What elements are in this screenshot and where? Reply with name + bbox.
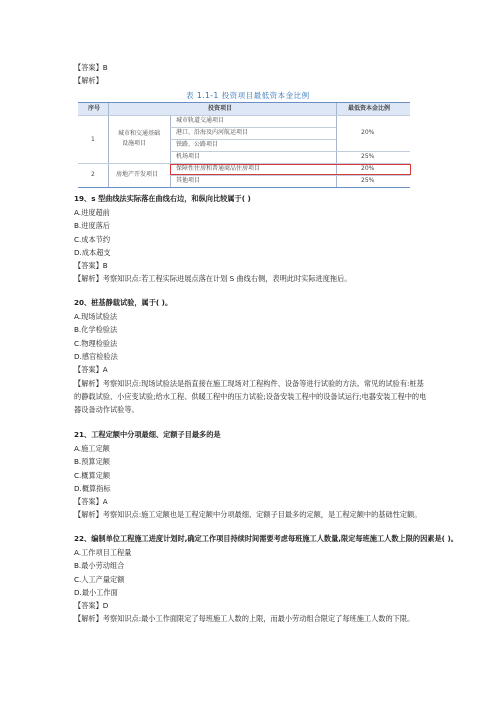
answer-label: 【答案】D — [74, 601, 109, 610]
row2-ratio: 20% — [361, 165, 375, 172]
option: A.施工定额 — [74, 444, 110, 453]
analysis-label: 【解析】 — [74, 76, 103, 85]
row-divider — [170, 175, 410, 176]
explanation: 【解析】考察知识点:施工定额也是工程定额中分项最细、定额子目最多的定额，是工程定额中的基础性定额。 — [74, 510, 422, 519]
explanation: 【解析】考察知识点:最小工作面限定了每班施工人数的上限，而最小劳动组合限定了每班施工人数的下限。 — [74, 614, 415, 623]
row1-no: 1 — [91, 136, 95, 143]
row2-ratio: 25% — [361, 177, 375, 184]
option: A.工作项目工程量 — [74, 548, 132, 557]
row2-item: 保障性住房和普通商品住房项目 — [176, 165, 261, 172]
row1-item: 港口、沿海及内河航运项目 — [176, 129, 249, 136]
row2-item: 其他项目 — [176, 177, 201, 184]
row-divider — [170, 127, 336, 128]
row1-airport-ratio: 25% — [361, 153, 375, 160]
option: C.物理检验法 — [74, 339, 118, 348]
row1-category-line2: 设施项目 — [122, 140, 147, 147]
option: C.概算定额 — [74, 471, 111, 480]
header-project: 投资项目 — [208, 105, 233, 112]
row1-ratio: 20% — [361, 129, 375, 136]
answer-label: 【答案】B — [74, 63, 108, 72]
option: D.概算指标 — [74, 484, 111, 493]
row1-category-line1: 城市和交通基础 — [118, 130, 161, 137]
row1-item: 城市轨道交通项目 — [176, 117, 225, 124]
option: A.现场试验法 — [74, 312, 118, 321]
row2-no: 2 — [91, 171, 95, 178]
explanation: 【解析】考察知识点:若工程实际进展点落在计划 S 曲线右侧，表明此时实际进度拖后。 — [74, 274, 352, 283]
header-no: 序号 — [88, 105, 101, 112]
option: C.人工产量定额 — [74, 575, 125, 584]
row-divider — [170, 139, 336, 140]
option: D.最小工作面 — [74, 588, 118, 597]
row2-category: 房地产开发项目 — [116, 171, 159, 178]
option: B.化学检验法 — [74, 325, 118, 334]
answer-label: 【答案】A — [74, 497, 108, 506]
question-19-title: 19、s 型曲线法实际落在曲线右边，和纵向比较属于( ) — [74, 194, 251, 203]
highlight-box — [170, 164, 411, 175]
answer-label: 【答案】B — [74, 261, 108, 270]
explanation: 【解析】考察知识点:现场试验法是指直接在施工现场对工程构件、设备等进行试验的方法。常见的试验有:桩基的静载试验、小应变试验;给水工程、供暖工程中的压力试验;设备安装工程中的设备试运行;电器安装工程中的电器设备动作试验等。 — [74, 379, 427, 414]
option: B.预算定额 — [74, 457, 110, 466]
option: A.进度超前 — [74, 208, 110, 217]
answer-label: 【答案】A — [74, 365, 108, 374]
row-divider — [78, 115, 410, 116]
option: C.成本节约 — [74, 235, 111, 244]
row1-item: 机场项目 — [176, 153, 201, 160]
row1-item: 铁路、公路项目 — [176, 141, 219, 148]
row-divider — [170, 151, 410, 152]
capital-ratio-table — [78, 102, 410, 188]
option: B.最小劳动组合 — [74, 561, 125, 570]
table-caption: 表 1.1-1 投资项目最低资本金比例 — [186, 91, 310, 100]
question-20-title: 20、桩基静载试验，属于( )。 — [74, 298, 173, 307]
option: D.感官检验法 — [74, 352, 118, 361]
option: D.成本超支 — [74, 248, 111, 257]
question-22-title: 22、编制单位工程施工进度计划时,确定工作项目持续时间需要考虑每班施工人数量,限定每班施工人数上限的因素是( )。 — [74, 534, 458, 543]
option: B.进度落后 — [74, 221, 110, 230]
header-ratio: 最低资本金比例 — [348, 105, 391, 112]
question-21-title: 21、工程定额中分项最细、定额子目最多的是 — [74, 430, 221, 439]
